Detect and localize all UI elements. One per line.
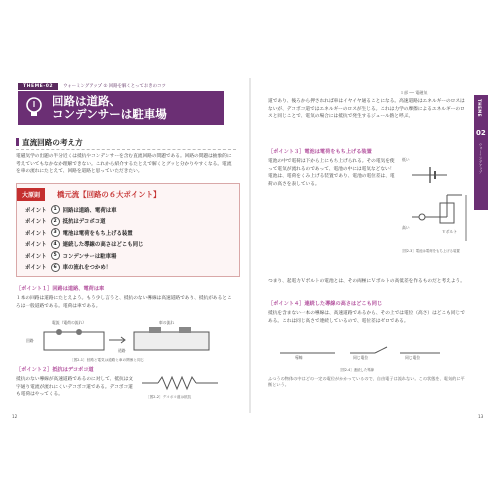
chapter-title-line1: 回路は道路、 xyxy=(52,94,121,108)
fig3-label-voltage: Ｖボルト xyxy=(442,229,458,234)
figure-2-1-caption: ［図2-1］回路と電気は道路と車の関係と同じ xyxy=(70,358,145,362)
page-number-left: 12 xyxy=(12,414,18,419)
point-label: ポイント xyxy=(25,265,47,272)
rule-box xyxy=(16,183,240,277)
point2-body: 抵抗のない導線が高速道路であるのに対して、抵抗は文字通り電流が流れにくいデコボコ道である。デコボコ道も電荷はやってくる。 xyxy=(16,377,134,398)
side-tab xyxy=(474,95,488,210)
point-label: ポイント xyxy=(25,219,47,226)
point4-body: 抵抗を含まない一本の導線は、高速道路であるから、その上では電位（高さ）はどこも同じである。これは同じ高さで連続しているので、電位差はゼロである。 xyxy=(268,311,465,324)
list-item xyxy=(25,204,143,216)
point-number: 5 xyxy=(51,251,60,260)
side-tab-subtitle: ウォーミングアップ xyxy=(478,143,482,174)
right-intro-paragraph: 道であり、後ろから押されれば車はイヤイヤ通ることになる。高速道路はエネルギーのロスはないが、デコボコ道ではエネルギーのロスが生じる。これは力学の摩擦によるエネルギーのロスと同じことで、電気の場合には抵抗で発生するジュール熱と呼ぶ。 xyxy=(268,99,465,120)
fig3-label-high: 高い xyxy=(402,225,410,230)
point-number: 1 xyxy=(51,205,60,214)
footer-note: ふつうの物体の中はどの一定の電位がかかっているので、自由電子は流れない。この状態を、電気的に平衡という。 xyxy=(268,376,465,388)
list-item xyxy=(25,216,143,228)
point-text: 電池は電荷をもち上げる装置 xyxy=(62,230,133,237)
fig4-label-b: 同じ電位 xyxy=(353,355,369,360)
figure-2-3 xyxy=(402,155,474,247)
rule-title: 橋元流【回路の６大ポイント】 xyxy=(57,190,161,199)
point-text: 車の流れをつかめ！ xyxy=(62,265,112,272)
point-label: ポイント xyxy=(25,253,47,260)
point-text: コンデンサーは駐車場 xyxy=(62,253,117,260)
fig1-label-current: 電流（電荷の流れ） xyxy=(52,320,87,325)
intro-paragraph: 電磁気学の出題の半分近くは抵抗やコンデンサーを含む直流回路の問題である。回路の問題は抽象的に考えていてもなかなか理解できない。これから紹介するたとえで解くとグッと分かりやすくなる。電流を車の流れにたとえて、回路を道路と思っていただきたい。 xyxy=(16,154,232,175)
figure-2-2-caption: ［図2-2］デコボコ道は抵抗 xyxy=(146,395,192,399)
point-text: 回路は道路、電荷は車 xyxy=(62,207,117,214)
fig4-label-a: 導線 xyxy=(295,355,303,360)
section-divider xyxy=(16,149,236,150)
point1-body: １本の回路は道路にたとえよう。もう少し言うと、抵抗のない導線は高速道路であり、抵抗があるところは一般道路である。電荷は車である。 xyxy=(16,296,232,309)
point2-heading: ［ポイント２］抵抗はデコボコ道 xyxy=(16,367,94,373)
figure-2-1 xyxy=(24,318,224,360)
fig1-label-car: 車の流れ xyxy=(159,320,175,325)
point-number: 6 xyxy=(51,263,60,272)
figure-2-4-caption: ［図2-4］連続した導線 xyxy=(338,368,375,372)
page-gutter xyxy=(249,78,251,413)
point-number: 2 xyxy=(51,217,60,226)
figure-2-4 xyxy=(275,345,445,365)
running-head: １部 ── 電磁気 xyxy=(400,90,428,95)
figure-2-2 xyxy=(140,372,220,394)
fig1-label-road: 道路 xyxy=(118,348,126,353)
point3-heading: ［ポイント３］電池は電荷をもち上げる装置 xyxy=(268,149,372,155)
fig3-label-low: 低い xyxy=(402,157,410,162)
point-label: ポイント xyxy=(25,230,47,237)
point-label: ポイント xyxy=(25,242,47,249)
rule-point-list xyxy=(25,204,143,273)
chapter-title-box xyxy=(18,91,224,125)
point-number: 4 xyxy=(51,240,60,249)
rule-badge: 大原則 xyxy=(17,188,45,201)
point-label: ポイント xyxy=(25,207,47,214)
resistor-bumpy-road-diagram xyxy=(140,372,220,394)
point3-tail: つまり、起電力Ｖボルトの電池とは、その両極にＶボルトの高低差を作るものだと考えよう。 xyxy=(268,279,465,284)
point-text: 連続した導線の高さはどこも同じ xyxy=(62,242,144,249)
fig4-label-c: 同じ電位 xyxy=(405,355,421,360)
lightbulb-icon xyxy=(22,96,46,120)
side-tab-theme: THEME xyxy=(477,99,482,118)
theme-subtitle: ウォーミングアップ ② 回路を解くとっておきのコツ xyxy=(63,84,166,89)
point-number: 3 xyxy=(51,228,60,237)
list-item xyxy=(25,227,143,239)
point4-heading: ［ポイント４］連続した導線の高さはどこも同じ xyxy=(268,301,383,307)
chapter-title xyxy=(52,95,167,121)
section-marker xyxy=(16,138,19,146)
battery-lift-diagram xyxy=(402,155,474,247)
point3-body: 電池の中で電荷は下から上にもち上げられる。その電気を使って電気が流れるのであって、電池の中には電気などない！電池は、電荷をくみ上げる装置であり、電池の電位差は、電荷の高さを表している。 xyxy=(268,159,395,187)
list-item xyxy=(25,250,143,262)
section-heading: 直流回路の考え方 xyxy=(22,138,83,147)
point1-heading: ［ポイント１］回路は道路、電荷は車 xyxy=(16,286,105,292)
list-item xyxy=(25,239,143,251)
side-tab-number: 02 xyxy=(476,129,486,137)
theme-strip xyxy=(18,82,250,90)
theme-tag: THEME-02 xyxy=(18,83,58,90)
list-item xyxy=(25,262,143,274)
point-text: 抵抗はデコボコ道 xyxy=(62,219,106,226)
chapter-title-line2: コンデンサーは駐車場 xyxy=(52,107,167,121)
page-number-right: 13 xyxy=(478,414,484,419)
fig1-label-circuit: 回路 xyxy=(26,338,34,343)
figure-2-3-caption: ［図2-3］電池は電荷をもち上げる装置 xyxy=(400,249,460,253)
